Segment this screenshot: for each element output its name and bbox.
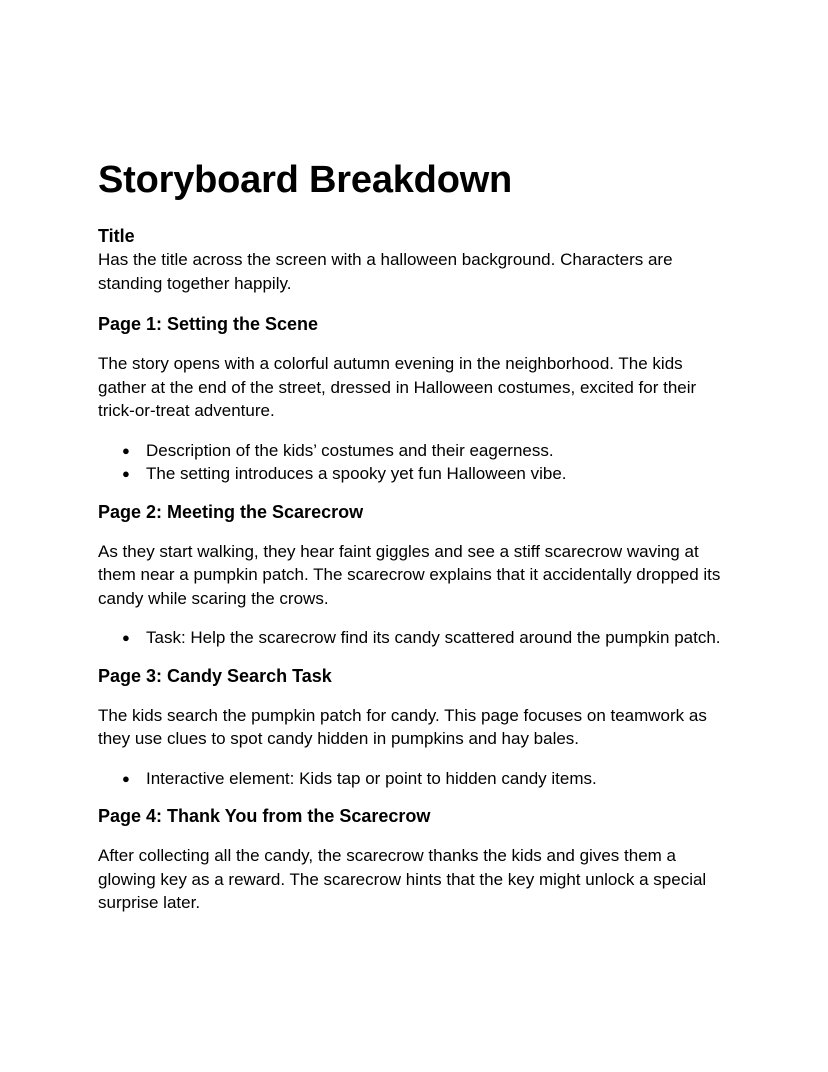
list-item-text: Description of the kids’ costumes and their eagerness. [146,440,554,460]
section-body: As they start walking, they hear faint giggles and see a stiff scarecrow waving at them near a pumpkin patch. The scarecrow explains that it accidentally dropped its candy while scaring the crows. [98,541,721,608]
list-item-text: Task: Help the scarecrow find its candy scattered around the pumpkin patch. [146,628,721,647]
section-page-1 [98,312,732,486]
section-heading: Page 2: Meeting the Scarecrow [98,501,364,522]
bullet-list [98,626,732,650]
list-item [122,439,732,463]
bullet-list [98,767,732,791]
section-heading: Page 3: Candy Search Task [98,665,332,686]
section-body: The story opens with a colorful autumn evening in the neighborhood. The kids gather at the end of the street, dressed in Halloween costumes, excited for their trick-or-treat adventure. [98,354,697,420]
list-item [122,462,732,486]
section-heading: Page 1: Setting the Scene [98,314,319,334]
list-item [122,626,732,650]
list-item-text: The setting introduces a spooky yet fun Halloween vibe. [146,464,567,483]
list-item-text: Interactive element: Kids tap or point to hidden candy items. [146,768,597,788]
section-heading: Title [98,226,135,246]
title-section [98,224,732,295]
section-heading: Page 4: Thank You from the Scarecrow [98,806,431,826]
section-page-4 [98,804,732,915]
section-body: The kids search the pumpkin patch for candy. This page focuses on teamwork as they use clues to spot candy hidden in pumpkins and hay bales. [98,705,707,748]
section-body: Has the title across the screen with a halloween background. Characters are standing together happily. [98,250,673,293]
section-body: After collecting all the candy, the scarecrow thanks the kids and gives them a glowing key as a reward. The scarecrow hints that the key might unlock a special surprise later. [98,846,707,912]
bullet-list [98,439,732,486]
bullet-icon: ● [122,442,130,458]
list-item [122,767,732,791]
document-title: Storyboard Breakdown [98,159,513,201]
bullet-icon: ● [122,630,130,645]
bullet-icon: ● [122,770,130,786]
section-page-3 [98,664,732,791]
bullet-icon: ● [122,466,130,481]
section-page-2 [98,500,732,650]
